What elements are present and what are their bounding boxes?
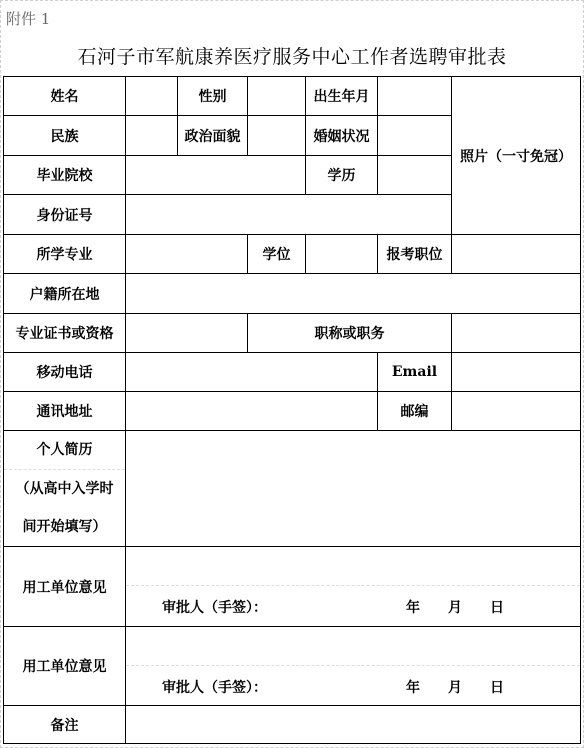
resume-label-line-1: 个人简历 <box>36 442 93 458</box>
resume-label <box>4 431 126 547</box>
name-label: 姓名 <box>4 77 126 116</box>
resume-label-line-2: （从高中入学时 <box>4 469 125 508</box>
employer-opinion-label-1: 用工单位意见 <box>4 547 126 627</box>
hukou-field[interactable] <box>126 274 581 314</box>
marital-label: 婚姻状况 <box>306 116 378 156</box>
ethnicity-label: 民族 <box>4 116 126 156</box>
row-mobile <box>4 353 581 392</box>
day-label: 日 <box>490 680 504 696</box>
id-number-field[interactable] <box>126 195 452 235</box>
resume-field[interactable] <box>126 431 581 547</box>
ethnicity-field[interactable] <box>126 116 178 156</box>
resume-label-line-3: 间开始填写） <box>22 519 107 535</box>
year-label: 年 <box>406 600 420 616</box>
email-field[interactable] <box>452 353 581 392</box>
row-hukou <box>4 274 581 314</box>
email-label: Email <box>378 353 452 392</box>
marital-field[interactable] <box>378 116 452 156</box>
day-label: 日 <box>490 600 504 616</box>
name-field[interactable] <box>126 77 178 116</box>
page-title: 石河子市军航康养医疗服务中心工作者选聘审批表 <box>77 46 507 68</box>
postcode-field[interactable] <box>452 392 581 431</box>
signer-label: 审批人（手签）： <box>162 600 267 616</box>
employer-opinion-label-2: 用工单位意见 <box>4 627 126 706</box>
hukou-label: 户籍所在地 <box>4 274 126 314</box>
row-resume <box>4 431 581 547</box>
employer-opinion-field-2[interactable] <box>126 627 581 706</box>
certificate-label: 专业证书或资格 <box>4 314 126 353</box>
id-number-label: 身份证号 <box>4 195 126 235</box>
photo-box[interactable]: 照片（一寸免冠） <box>452 77 581 235</box>
gender-field[interactable] <box>248 77 306 116</box>
mobile-field[interactable] <box>126 353 378 392</box>
approval-date <box>406 597 532 617</box>
title-or-post-label: 职称或职务 <box>248 314 452 353</box>
position-field[interactable] <box>452 235 581 274</box>
political-label: 政治面貌 <box>178 116 248 156</box>
employer-opinion-field-1[interactable] <box>126 547 581 627</box>
approval-form-table <box>3 76 581 744</box>
major-field[interactable] <box>126 235 248 274</box>
row-employer-opinion-2 <box>4 627 581 706</box>
month-label: 月 <box>448 680 462 696</box>
signer-label: 审批人（手签）： <box>162 680 267 696</box>
position-label: 报考职位 <box>378 235 452 274</box>
certificate-field[interactable] <box>126 314 248 353</box>
birth-label: 出生年月 <box>306 77 378 116</box>
opinion-divider <box>126 665 580 666</box>
row-major <box>4 235 581 274</box>
title-or-post-field[interactable] <box>452 314 581 353</box>
attachment-label: 附件 1 <box>6 10 51 28</box>
month-label: 月 <box>448 600 462 616</box>
row-name <box>4 77 581 116</box>
row-remarks <box>4 706 581 744</box>
birth-field[interactable] <box>378 77 452 116</box>
degree-field[interactable] <box>306 235 378 274</box>
mobile-label: 移动电话 <box>4 353 126 392</box>
gender-label: 性别 <box>178 77 248 116</box>
remarks-label: 备注 <box>4 706 126 744</box>
postcode-label: 邮编 <box>378 392 452 431</box>
row-certificate <box>4 314 581 353</box>
row-employer-opinion-1 <box>4 547 581 627</box>
major-label: 所学专业 <box>4 235 126 274</box>
political-field[interactable] <box>248 116 306 156</box>
opinion-divider <box>126 585 580 586</box>
remarks-field[interactable] <box>126 706 581 744</box>
education-label: 学历 <box>306 156 378 195</box>
school-field[interactable] <box>126 156 306 195</box>
row-address <box>4 392 581 431</box>
address-label: 通讯地址 <box>4 392 126 431</box>
education-field[interactable] <box>378 156 452 195</box>
approval-date <box>406 677 532 697</box>
school-label: 毕业院校 <box>4 156 126 195</box>
year-label: 年 <box>406 680 420 696</box>
degree-label: 学位 <box>248 235 306 274</box>
address-field[interactable] <box>126 392 378 431</box>
